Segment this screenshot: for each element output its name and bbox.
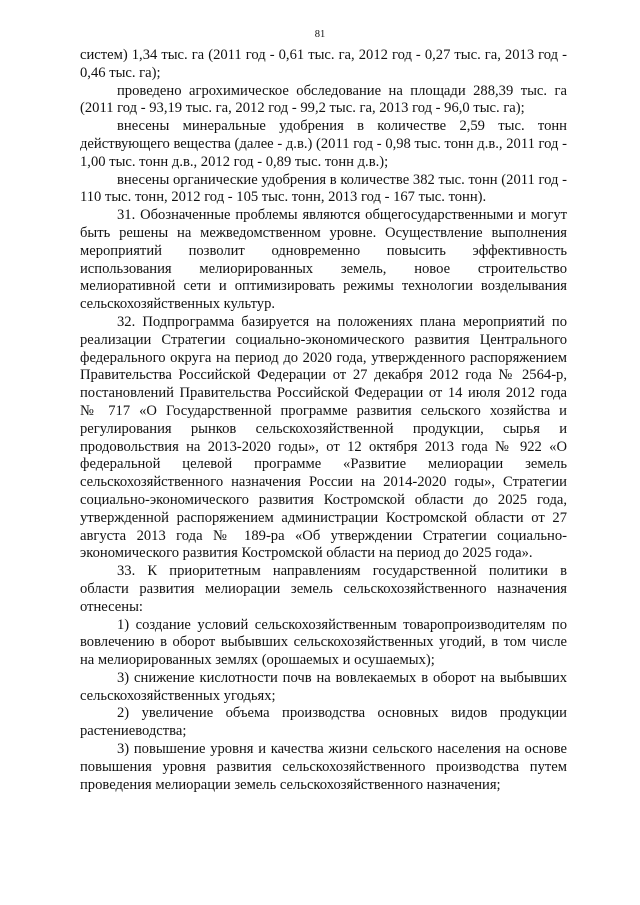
paragraph: систем) 1,34 тыс. га (2011 год - 0,61 тыс. га, 2012 год - 0,27 тыс. га, 2013 год - 0,46 тыс. га); [80, 47, 567, 81]
paragraph: внесены органические удобрения в количестве 382 тыс. тонн (2011 год - 110 тыс. тонн, 2012 год - 105 тыс. тонн, 2013 год - 167 тыс. тонн). [80, 171, 567, 206]
paragraph: 31. Обозначенные проблемы являются общегосударственными и могут быть решены на межведомственном уровне. Осуществление выполнения мероприятий позволит одновременно повысить эффективность использования мелиорированных земель, новое строительство мелиоративной сети и оптимизировать режимы технологии возделывания сельскохозяйственных культур. [80, 207, 567, 313]
paragraph: 1) создание условий сельскохозяйственным товаропроизводителям по вовлечению в оборот выбывших сельскохозяйственных угодий, в том числе на мелиорированных землях (орошаемых и осушаемых); [80, 616, 567, 669]
document-body [80, 47, 567, 794]
paragraph: 3) повышение уровня и качества жизни сельского населения на основе повышения уровня развития сельскохозяйственного производства путем проведения мелиорации земель сельскохозяйственного назначения; [80, 741, 567, 793]
paragraph: 33. К приоритетным направлениям государственной политики в области развития мелиорации земель сельскохозяйственного назначения отнесены: [80, 563, 567, 615]
page-number: 81 [314, 29, 326, 40]
paragraph: проведено агрохимическое обследование на площади 288,39 тыс. га (2011 год - 93,19 тыс. га, 2012 год - 99,2 тыс. га, 2013 год - 96,0 тыс. га); [80, 82, 567, 117]
paragraph: 2) увеличение объема производства основных видов продукции растениеводства; [80, 705, 567, 740]
paragraph: 32. Подпрограмма базируется на положениях плана мероприятий по реализации Стратегии социально-экономического развития Центрального федерального округа на период до 2020 года, утвержденного распоряжением Правительства Российской Федерации от 27 декабря 2012 года № 2564-р, постановлений Правительства Российской Федерации от 14 июля 2012 года № 717 «О Государственной программе развития сельского хозяйства и регулирования рынков сельскохозяйственной продукции, сырья и продовольствия на 2013-2020 годы», от 12 октября 2013 года № 922 «О федеральной целевой программе «Развитие мелиорации земель сельскохозяйственного назначения России на 2014-2020 годы», Стратегии социально-экономического развития Костромской области до 2025 года, утвержденной распоряжением администрации Костромской области от 27 августа 2013 года № 189-ра «Об утверждении Стратегии социально-экономического развития Костромской области на период до 2025 года». [80, 313, 567, 562]
paragraph: 3) снижение кислотности почв на вовлекаемых в оборот на выбывших сельскохозяйственных угодьях; [80, 669, 567, 704]
paragraph: внесены минеральные удобрения в количестве 2,59 тыс. тонн действующего вещества (далее - д.в.) (2011 год - 0,98 тыс. тонн д.в., 2011 год - 1,00 тыс. тонн д.в., 2012 год - 0,89 тыс. тонн д.в.); [80, 118, 567, 170]
